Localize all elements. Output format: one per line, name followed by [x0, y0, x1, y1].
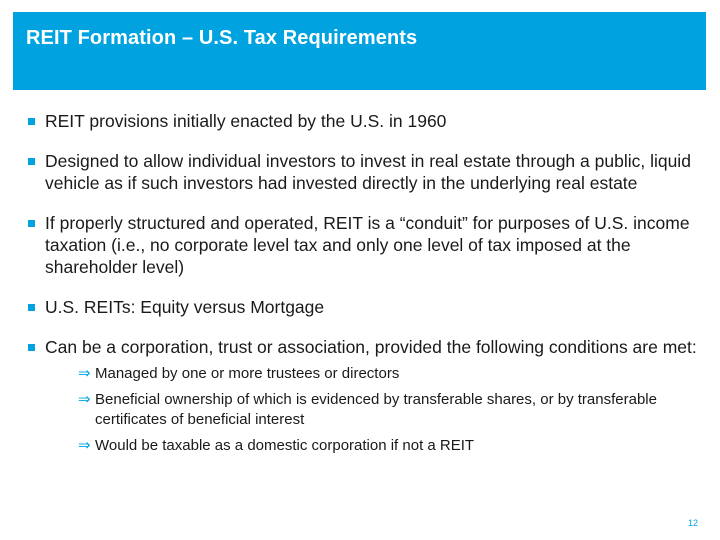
sub-bullet-text: Managed by one or more trustees or directors: [95, 365, 400, 382]
bullet-text: U.S. REITs: Equity versus Mortgage: [45, 297, 325, 317]
bullet-list: [28, 110, 698, 474]
title-bar: [13, 12, 706, 90]
square-bullet-icon: [28, 304, 35, 311]
bullet-item: [28, 336, 698, 456]
implies-arrow-icon: ⇒: [78, 391, 91, 408]
bullet-item: [28, 150, 698, 194]
bullet-item: [28, 212, 698, 278]
implies-arrow-icon: ⇒: [78, 365, 91, 382]
bullet-item: [28, 296, 698, 318]
page-number: 12: [688, 518, 699, 528]
bullet-text: REIT provisions initially enacted by the U.S. in 1960: [45, 111, 447, 131]
sub-bullet-item: [45, 364, 698, 384]
sub-bullet-list: [45, 364, 698, 456]
sub-bullet-text: Would be taxable as a domestic corporation if not a REIT: [95, 437, 475, 454]
square-bullet-icon: [28, 158, 35, 165]
sub-bullet-text: Beneficial ownership of which is evidenced by transferable shares, or by transferable certificates of beneficial interest: [95, 391, 657, 428]
square-bullet-icon: [28, 118, 35, 125]
sub-bullet-item: [45, 436, 698, 456]
sub-bullet-item: [45, 390, 698, 430]
bullet-text: If properly structured and operated, REIT is a “conduit” for purposes of U.S. income taxation (i.e., no corporate level tax and only one level of tax imposed at the shareholder level): [45, 213, 690, 277]
bullet-text: Designed to allow individual investors to invest in real estate through a public, liquid vehicle as if such investors had invested directly in the underlying real estate: [45, 151, 691, 193]
slide-title: REIT Formation – U.S. Tax Requirements: [26, 27, 418, 49]
bullet-text: Can be a corporation, trust or association, provided the following conditions are met:: [45, 337, 697, 357]
implies-arrow-icon: ⇒: [78, 437, 91, 454]
bullet-item: [28, 110, 698, 132]
square-bullet-icon: [28, 220, 35, 227]
square-bullet-icon: [28, 344, 35, 351]
